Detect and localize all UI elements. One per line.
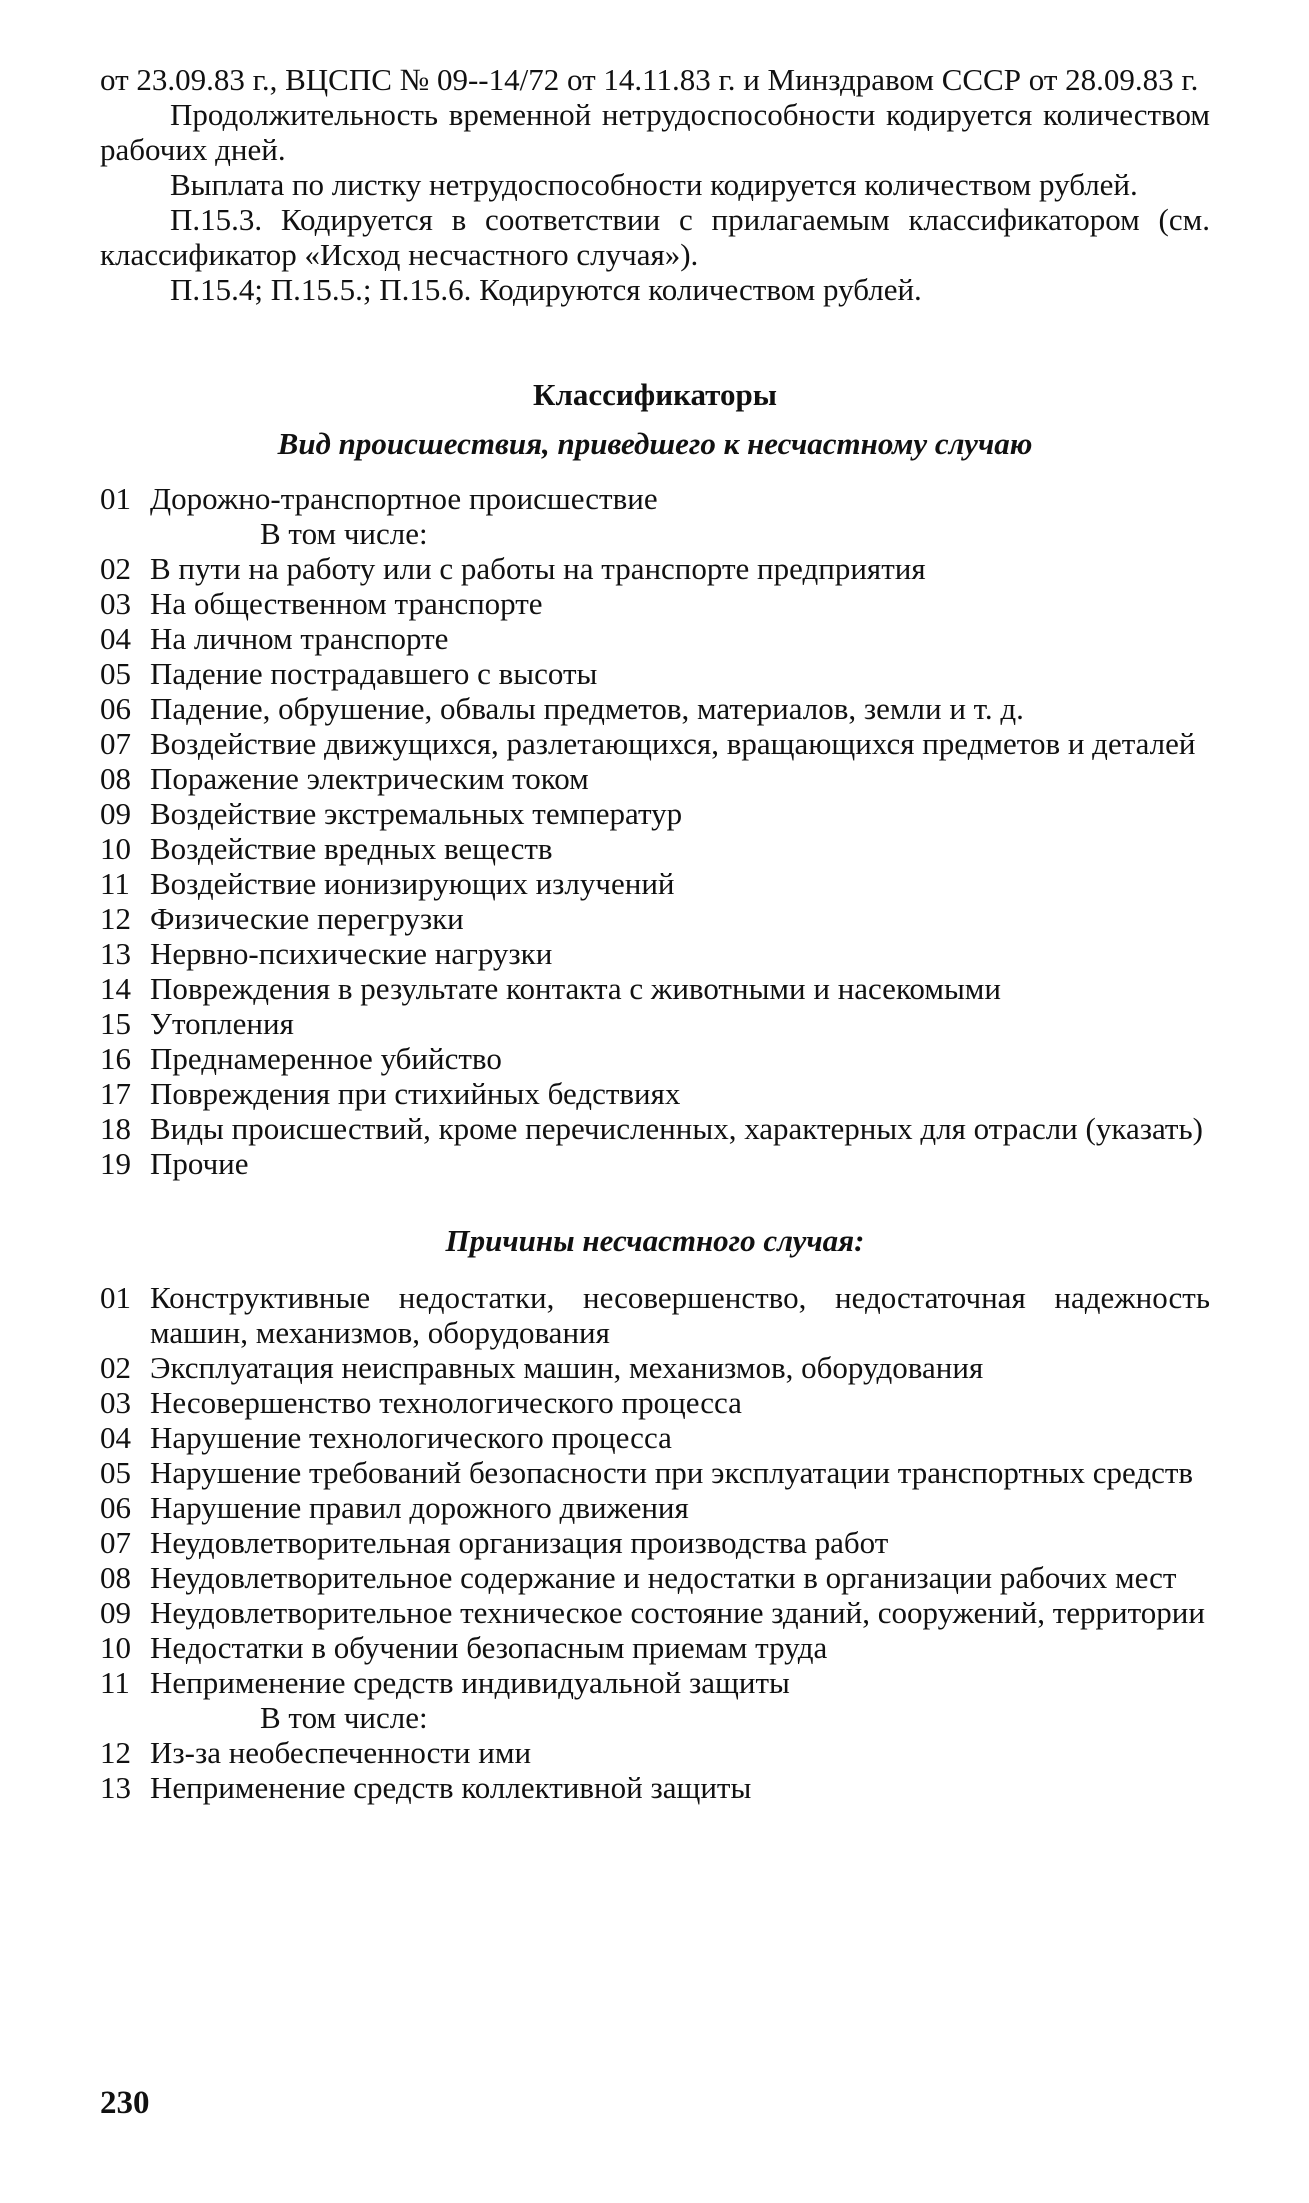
list-item-code: 07 [100, 1525, 131, 1560]
list-item [100, 1700, 1210, 1735]
list-item-code: 10 [100, 831, 131, 866]
list-item-code: 09 [100, 1595, 131, 1630]
list-item-text: Неудовлетворительное техническое состояние зданий, сооружений, территории [150, 1595, 1205, 1630]
list-item-text: Воздействие вредных веществ [150, 831, 553, 866]
list-item [100, 551, 1210, 586]
list-item-code: 02 [100, 551, 131, 586]
list-item-code: 17 [100, 1076, 131, 1111]
list-item-code: 03 [100, 1385, 131, 1420]
list-item-code: 08 [100, 1560, 131, 1595]
list-item-text: Повреждения при стихийных бедствиях [150, 1076, 681, 1111]
list-item [100, 656, 1210, 691]
page-number: 230 [100, 2085, 150, 2121]
list-item [100, 1560, 1210, 1595]
list-item [100, 1041, 1210, 1076]
list-item [100, 1455, 1210, 1490]
list-item [100, 1665, 1210, 1700]
list-item-text: Неприменение средств коллективной защиты [150, 1770, 752, 1805]
intro-text [100, 62, 1210, 307]
list-item-code: 05 [100, 1455, 131, 1490]
list-item-code: 05 [100, 656, 131, 691]
list-item-code: 02 [100, 1350, 131, 1385]
list-item-text: На общественном транспорте [150, 586, 543, 621]
list-item [100, 1770, 1210, 1805]
list-item [100, 1735, 1210, 1770]
list-item-code: 01 [100, 1280, 131, 1315]
list-item-note: В том числе: [260, 516, 428, 551]
classifier-list-causes [100, 1280, 1210, 1805]
list-item-code: 07 [100, 726, 131, 761]
classifier-title-causes: Причины несчастного случая: [445, 1223, 865, 1258]
intro-paragraph: Выплата по листку нетрудоспособности кодируется количеством рублей. [170, 167, 1138, 202]
list-item [100, 1490, 1210, 1525]
list-item-text: На личном транспорте [150, 621, 449, 656]
list-item-text: Конструктивные недостатки, несовершенство, недостаточная надежность машин, механизмов, оборудования [150, 1280, 1210, 1350]
list-item-text: Нарушение требований безопасности при эксплуатации транспортных средств [150, 1455, 1194, 1490]
list-item-text: Виды происшествий, кроме перечисленных, характерных для отрасли (указать) [150, 1111, 1203, 1146]
list-item [100, 866, 1210, 901]
list-item-text: Нервно-психические нагрузки [150, 936, 553, 971]
list-item-code: 06 [100, 691, 131, 726]
list-item-text: Повреждения в результате контакта с животными и насекомыми [150, 971, 1001, 1006]
list-item-text: Воздействие ионизирующих излучений [150, 866, 675, 901]
list-item-code: 18 [100, 1111, 131, 1146]
document-page [100, 62, 1210, 1805]
classifier-title-incident-type: Вид происшествия, приведшего к несчастному случаю [277, 426, 1033, 461]
list-item [100, 481, 1210, 516]
list-item-text: Падение пострадавшего с высоты [150, 656, 598, 691]
list-item-code: 04 [100, 1420, 131, 1455]
list-item-text: Физические перегрузки [150, 901, 464, 936]
list-item-code: 12 [100, 1735, 131, 1770]
list-item-code: 15 [100, 1006, 131, 1041]
list-item [100, 1385, 1210, 1420]
list-item [100, 726, 1210, 761]
list-item-code: 03 [100, 586, 131, 621]
list-item [100, 691, 1210, 726]
list-item-code: 11 [100, 866, 130, 901]
list-item-text: Нарушение правил дорожного движения [150, 1490, 689, 1525]
list-item-code: 04 [100, 621, 131, 656]
list-item [100, 761, 1210, 796]
list-item [100, 936, 1210, 971]
list-item-code: 13 [100, 1770, 131, 1805]
list-item-code: 08 [100, 761, 131, 796]
list-item-code: 10 [100, 1630, 131, 1665]
list-item-text: Неудовлетворительная организация производства работ [150, 1525, 889, 1560]
list-item-text: Из-за необеспеченности ими [150, 1735, 532, 1770]
list-item [100, 1280, 1210, 1350]
intro-paragraph: П.15.4; П.15.5.; П.15.6. Кодируются количеством рублей. [170, 272, 922, 307]
list-item-code: 11 [100, 1665, 130, 1700]
list-item-text: Воздействие движущихся, разлетающихся, вращающихся предметов и деталей [150, 726, 1196, 761]
list-item [100, 1111, 1210, 1146]
intro-paragraph: П.15.3. Кодируется в соответствии с прилагаемым классификатором (см. классификатор «Исход несчастного случая»). [100, 202, 1210, 272]
intro-paragraph: от 23.09.83 г., ВЦСПС № 09--14/72 от 14.11.83 г. и Минздравом СССР от 28.09.83 г. [100, 62, 1199, 97]
list-item [100, 586, 1210, 621]
list-item [100, 1350, 1210, 1385]
list-item-text: Падение, обрушение, обвалы предметов, материалов, земли и т. д. [150, 691, 1024, 726]
list-item [100, 1525, 1210, 1560]
list-item-text: Неудовлетворительное содержание и недостатки в организации рабочих мест [150, 1560, 1177, 1595]
list-item-code: 13 [100, 936, 131, 971]
list-item-note: В том числе: [260, 1700, 428, 1735]
list-item [100, 1595, 1210, 1630]
list-item [100, 1420, 1210, 1455]
list-item-text: Неприменение средств индивидуальной защиты [150, 1665, 790, 1700]
intro-paragraph: Продолжительность временной нетрудоспособности кодируется количеством рабочих дней. [100, 97, 1210, 167]
list-item-text: Утопления [150, 1006, 294, 1041]
list-item [100, 971, 1210, 1006]
list-item [100, 901, 1210, 936]
list-item [100, 1076, 1210, 1111]
list-item [100, 831, 1210, 866]
list-item [100, 796, 1210, 831]
list-item [100, 1006, 1210, 1041]
list-item [100, 1630, 1210, 1665]
list-item-text: Поражение электрическим током [150, 761, 589, 796]
list-item-text: Нарушение технологического процесса [150, 1420, 672, 1455]
list-item-code: 16 [100, 1041, 131, 1076]
list-item [100, 621, 1210, 656]
list-item-text: Воздействие экстремальных температур [150, 796, 683, 831]
list-item [100, 516, 1210, 551]
section-title: Классификаторы [533, 377, 777, 412]
list-item-text: Дорожно-транспортное происшествие [150, 481, 658, 516]
list-item-code: 19 [100, 1146, 131, 1181]
list-item-code: 14 [100, 971, 131, 1006]
list-item-code: 01 [100, 481, 131, 516]
list-item-text: Преднамеренное убийство [150, 1041, 502, 1076]
list-item-text: Эксплуатация неисправных машин, механизмов, оборудования [150, 1350, 984, 1385]
list-item-text: Прочие [150, 1146, 249, 1181]
list-item-code: 12 [100, 901, 131, 936]
list-item-code: 06 [100, 1490, 131, 1525]
list-item-text: Недостатки в обучении безопасным приемам труда [150, 1630, 828, 1665]
list-item-text: Несовершенство технологического процесса [150, 1385, 742, 1420]
classifier-list-incident-type [100, 481, 1210, 1181]
list-item-text: В пути на работу или с работы на транспорте предприятия [150, 551, 926, 586]
list-item [100, 1146, 1210, 1181]
list-item-code: 09 [100, 796, 131, 831]
